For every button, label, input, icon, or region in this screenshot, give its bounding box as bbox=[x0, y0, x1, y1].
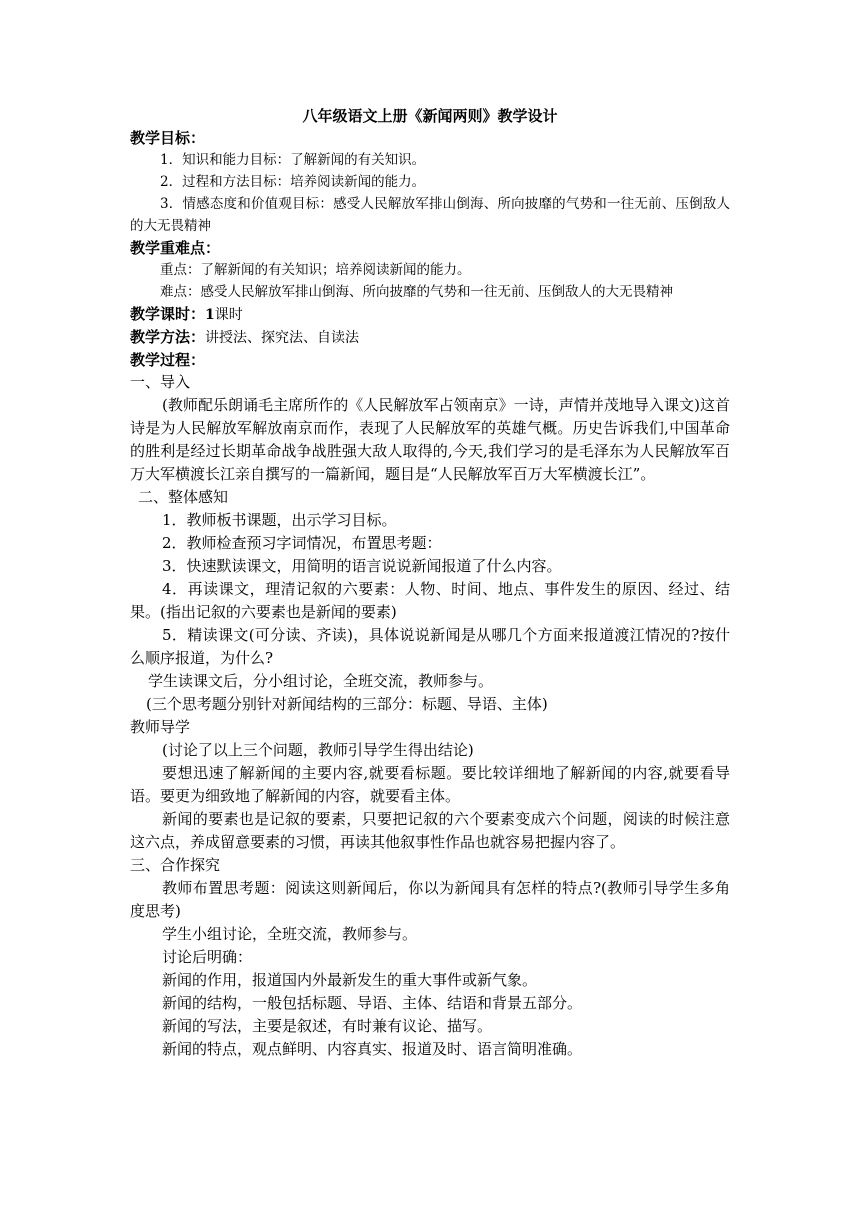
teaching-hours-unit: 课时 bbox=[214, 307, 243, 323]
objective-item: 3．情感态度和价值观目标：感受人民解放军排山倒海、所向披靡的气势和一往无前、压倒敌人的大无畏精神 bbox=[130, 196, 730, 234]
difficulty-point: 难点：感受人民解放军排山倒海、所向披靡的气势和一往无前、压倒敌人的大无畏精神 bbox=[160, 284, 673, 300]
perception-item: 1．教师板书课题，出示学习目标。 bbox=[162, 511, 397, 529]
conclusion-item: 新闻的作用，报道国内外最新发生的重大事件或新气象。 bbox=[162, 971, 538, 989]
student-activity: 学生小组讨论，全班交流，教师参与。 bbox=[162, 925, 418, 943]
conclusion-item: 新闻的结构，一般包括标题、导语、主体、结语和背景五部分。 bbox=[162, 994, 583, 1012]
guide-paragraph: 新闻的要素也是记叙的要素，只要把记叙的六个要素变成六个问题，阅读的时候注意这六点，养成留意要素的习惯，再读其他叙事性作品也就容易把握内容了。 bbox=[130, 810, 730, 851]
clarify-label: 讨论后明确： bbox=[162, 948, 253, 966]
teaching-hours-label: 教学课时： bbox=[130, 305, 206, 323]
perception-item: 5．精读课文(可分读、齐读)，具体说说新闻是从哪几个方面来报道渡江情况的?按什么顺序报道，为什么? bbox=[130, 626, 730, 667]
perception-item: 4．再读课文，理清记叙的六要素：人物、时间、地点、事件发生的原因、经过、结果。(指出记叙的六要素也是新闻的要素) bbox=[130, 580, 730, 621]
structure-note: (三个思考题分别针对新闻结构的三部分：标题、导语、主体) bbox=[146, 695, 548, 713]
objective-item: 2．过程和方法目标：培养阅读新闻的能力。 bbox=[160, 174, 426, 190]
guide-intro: (讨论了以上三个问题，教师引导学生得出结论) bbox=[162, 741, 474, 759]
section-heading: 三、合作探究 bbox=[130, 856, 221, 874]
section-heading: 二、整体感知 bbox=[138, 488, 229, 506]
teaching-hours bbox=[130, 303, 730, 326]
document-title: 八年级语文上册《新闻两则》教学设计 bbox=[302, 107, 558, 125]
key-points-heading: 教学重难点： bbox=[130, 239, 221, 257]
student-activity: 学生读课文后，分小组讨论，全班交流，教师参与。 bbox=[148, 672, 494, 690]
conclusion-item: 新闻的特点，观点鲜明、内容真实、报道及时、语言简明准确。 bbox=[162, 1040, 583, 1058]
teaching-hours-number: 1 bbox=[205, 307, 215, 323]
perception-item: 2．教师检查预习字词情况，布置思考题： bbox=[162, 534, 442, 552]
teaching-methods-label: 教学方法： bbox=[130, 328, 206, 346]
intro-paragraph: (教师配乐朗诵毛主席所作的《人民解放军占领南京》一诗，声情并茂地导入课文)这首诗是为人民解放军解放南京而作，表现了人民解放军的英雄气概。历史告诉我们,中国革命的胜利是经过长期革命战争战胜强大敌人取得的,今天,我们学习的是毛泽东为人民解放军百万大军横渡长江亲自撰写的一篇新闻，题目是“人民解放军百万大军横渡长江”。 bbox=[130, 396, 730, 483]
process-heading: 教学过程： bbox=[130, 351, 206, 369]
guide-heading: 教师导学 bbox=[130, 718, 191, 736]
objective-item: 1．知识和能力目标：了解新闻的有关知识。 bbox=[160, 152, 426, 168]
objectives-heading: 教学目标： bbox=[130, 129, 206, 147]
perception-item: 3．快速默读课文，用简明的语言说说新闻报道了什么内容。 bbox=[162, 557, 562, 575]
teaching-methods bbox=[130, 326, 730, 349]
conclusion-item: 新闻的写法，主要是叙述，有时兼有议论、描写。 bbox=[162, 1017, 493, 1035]
inquiry-task: 教师布置思考题：阅读这则新闻后，你以为新闻具有怎样的特点?(教师引导学生多角度思考) bbox=[130, 879, 730, 920]
teaching-methods-value: 讲授法、探究法、自读法 bbox=[205, 330, 360, 346]
guide-paragraph: 要想迅速了解新闻的主要内容,就要看标题。要比较详细地了解新闻的内容,就要看导语。要更为细致地了解新闻的内容，就要看主体。 bbox=[130, 764, 730, 805]
focus-point: 重点：了解新闻的有关知识；培养阅读新闻的能力。 bbox=[160, 262, 471, 278]
section-heading: 一、导入 bbox=[130, 373, 191, 391]
document-page bbox=[130, 105, 730, 1061]
